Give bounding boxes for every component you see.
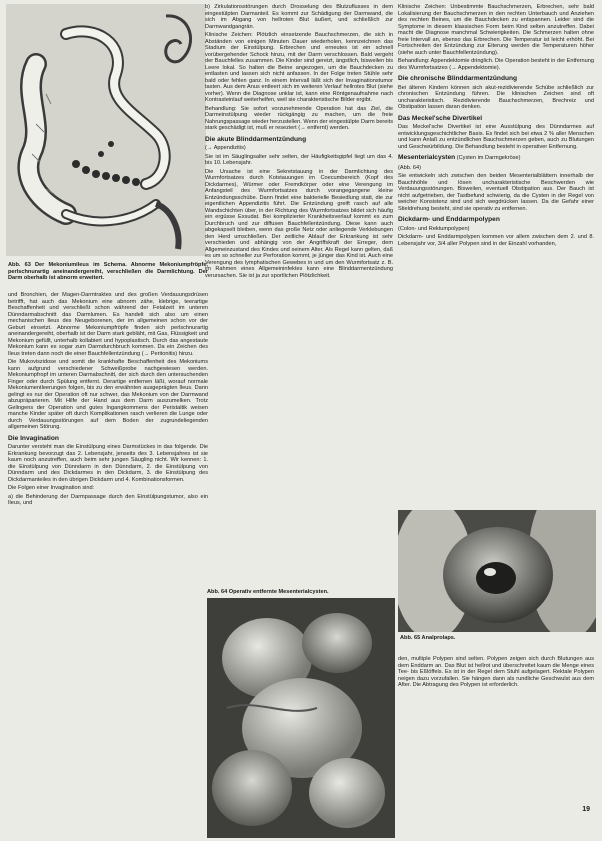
column-3-text xyxy=(398,4,594,506)
figure-63-caption xyxy=(8,262,208,282)
paragraph: Behandlung: Sie sofort vorzunehmende Operation hat das Ziel, die Darmeinstülpung wieder rückgängig zu machen, um die freie Nahrungspassage wieder herzustellen. Wenn der eingestülpte Darm bereits stark geschädigt ist, muß er reseziert (→ entfernt) werden. xyxy=(205,105,393,131)
column-3-lower-text xyxy=(398,656,594,806)
paragraph: Die Mukoviszidose und somit die krankhafte Beschaffenheit des Mekoniums kann aufgrund verschiedener Schweißprobe nachgewiesen werden. Mekoniumpfropf im unteren Darmabschnitt, der sich durch den untersuchenden Finger oder durch Spülung entfernt. Derartige entfernen läßt, worauf normale Mekoniumentleerungen folgen, bis zu den erwähnten ausgeprägten Ileus. Dann gelingt es nur der Operation oft nur schwer, das Mekonium von der Darmwand abzupräparieren. Mit Hilfe der Hand aus dem Darm auszumelken. Trotz Gelingens der Operation und gutes Ingangkommens der Peristaltik weisen manche Kinder später oft durch Komplikationen rasch verlieren die Lunge oder durch Verdauungsstörungen auf dem Boden der zugrundeliegenden allgemeinen Störung. xyxy=(8,359,208,430)
heading-mesenterialcysten-title: Mesenterialcysten xyxy=(398,154,456,161)
figure-65-anal-prolapse-photo xyxy=(398,510,596,632)
paragraph: (Abb. 64) xyxy=(398,164,422,171)
figure-65-caption: Abb. 65 Analprolaps. xyxy=(400,635,456,641)
figure-63-meconium-ileus-schema xyxy=(6,4,206,256)
figure-63-caption-number: Abb. 63 xyxy=(8,262,31,268)
paragraph: Dickdarm- und Enddarmpolypen kommen vor allem zwischen dem 2. und 8. Lebensjahr vor, 3/4 aller Polypen sind in der Einzahl vorhanden, xyxy=(398,234,594,247)
paragraph: und Bronchien, der Magen-Darmtraktes und des großen Verdauungsdrüsen betrifft, hat auch das Mekonium eine abnorm zähe, klebrige, teerartige Beschaffenheit und verschließt schon während der Fetalzeit im unteren Dünndarmabschnitt das Darmlumen. Es handelt sich also um einen mechanischen Ileus des Neugeborenen, der im allgemeinen schon vor der Geburt einsetzt. Abnorme Mekoniumpfröpfe finden sich perlschnurartig aneinandergereiht, oberhalb ist der Darm stark gebläht, mit Gas, Flüssigkeit und Mekonium gefüllt, unterhalb kollabiert und hypoplastisch. Durch das angestaute Mekonium kann es sogar zum Darmdurchbruch kommen. Da ein Zeichen des Ileus treten dann noch die einer Bauchfellentzündung (→ Peritonitis) hinzu. xyxy=(8,292,208,357)
heading-mesenterialcysten-subtitle: (Cysten im Darmgekröse) xyxy=(455,155,521,161)
figure-64-mesenterial-cysts-photo xyxy=(207,598,395,838)
heading-invagination: Die Invagination xyxy=(8,434,59,442)
column-2-text xyxy=(205,4,393,584)
figure-63-caption-text: Der Mekoniumileus im Schema. Abnorme Mekoniumpfröpfe, perlschnurartig aneinandergereiht, verschließen die Darmlichtung. Der Darm oberhalb ist abnorm erweitert. xyxy=(8,262,208,281)
figure-64-caption: Abb. 64 Operativ entfernte Mesenterialcysten. xyxy=(207,589,329,595)
heading-chronic-appendicitis: Die chronische Blinddarmentzündung xyxy=(398,75,518,82)
heading-mesenterialcysten xyxy=(398,154,594,163)
paragraph: (→ Appendizitis) xyxy=(205,145,246,151)
paragraph: den, multiple Polypen sind selten. Polypen zeigen sich durch Blutungen aus dem Enddarm an. Das Blut ist hellrot und überschreitet kaum die Menge eines Tee- bis Eßlöffels. Es ist in der Regel dem Stuhl aufgelagert. Rektale Polypen neigen dazu vorzufallen. Sie hängen dann als rundliche Geschwulst aus dem After. Die Abtragung des Polypen ist erforderlich. xyxy=(398,656,594,688)
heading-polypen: Dickdarm- und Enddarmpolypen xyxy=(398,216,500,223)
paragraph: Bei älteren Kindern können sich akut-rezidivierende Schübe schließlich zur chronischen Entzündung führen. Die klinischen Zeichen sind oft uncharakteristisch. Rezidivierende Bauchschmerzen, Brechreiz und Obstipation lassen daran denken. xyxy=(398,84,594,110)
column-1-text xyxy=(8,292,208,832)
page-number: 19 xyxy=(582,806,590,813)
paragraph: Darunter versteht man die Einstülpung eines Darmstückes in das folgende. Die Erkrankung bevorzugt das 2. Lebensjahr, jenseits des 3. Lebensjahres ist sie kaum noch anzutreffen, auch beim sehr jungen Säugling nicht. Wir kennen: 1. die Einstülpung von Dünndarm in den Dünndarm, 2. die Einstülpung von Dünndarm und des Dickdarmes in den Dickdarm, 3. die Einstülpung des Dickdarmanteiles in den übrigen Dickdarm und 4. Kombinationsformen. xyxy=(8,444,208,483)
heading-meckel-divertikel: Das Meckel'sche Divertikel xyxy=(398,114,483,122)
paragraph: Sie entwickeln sich zwischen den beiden Mesenterialblättern innerhalb der Bauchhöhle und lösen uncharakteristische Beschwerden wie Verdauungsstörungen. Bisweilen, eventuell Obstipation aus. Der Bauch ist nicht aufgetrieben, der Tastbefund schwierig, da die Cysten in der Regel von weicher Konsistenz sind und sich wegdrücken lassen. Da die Gefahr einer Stieldrehung besteht, sind sie operativ zu entfernen. xyxy=(398,173,594,212)
paragraph: b) Zirkulationsstörungen durch Drosselung des Blutzuflusses in dem eingestülpten Darmanteil. Es kommt zur Schädigung der Darmwand, die sich im Abgang von hellroten Blut äußert, und schließlich zur Darmwandgangrän. xyxy=(205,4,393,30)
paragraph: Sie ist im Säuglingsalter sehr selten, der Häufigkeitsgipfel liegt um das 4. bis 10. Lebensjahr. xyxy=(205,153,393,166)
paragraph: Das Meckel'sche Divertikel ist eine Ausstülpung des Dünndarmes auf entwicklungsgeschichtlicher Basis. Es findet sich bei etwa 2 % aller Menschen und kann Anlaß zu entzündlichen Bauchschmerzen geben, auch zu Blutungen und Geschwürbildung. Die Behandlung besteht in operativer Entfernung. xyxy=(398,124,594,150)
heading-appendizitis: Die akute Blinddarmentzündung xyxy=(205,135,307,143)
paragraph: Klinische Zeichen: Unbestimmte Bauchschmerzen, Erbrechen, sehr bald Lokalisierung der Bauchschmerzen in den rechten Unterbauch und Anziehen des rechten Beines, um die Bauchdecken zu entspannen. Leider sind die Symptome in diesem klassischen Form beim Kind selten anzutreffen. Dabei macht die Diagnose manchmal Schwierigkeiten. Die Schmerzen halten ohne freie Intervall an, ebenso das Erbrechen. Die Temperatur ist leicht erhöht. Bei Fortschreiten der Entzündung zur Eiterung werden die Temperaturen höher (siehe auch unter Bauchfellentzündung). xyxy=(398,4,594,56)
paragraph: Die Ursache ist eine Sekretstauung in der Darmlichtung des Wurmfortsatzes durch Kotstauungen im Coecumbereich (Kopf des Dickdarmes), Würmer oder Fremdkörper oder eine Verengung im Anfangsteil des Wurmfortsatzes durch vorangegangene kleine Entzündungsschübe. Dann findet eine bakterielle Besiedlung statt, die zur eigentlichen Appendizitis führt. Die Entzündung greift rasch auf alle Wandschichten über, in der Richtung des Wurmfortsatzes bildet sich häufig ein ergüsse Exsudat. Bei komplizierter Krankheitsverlauf kommt es zum Durchbruch und zur diffusen Bauchfellentzündung. Diese kann auch abgekapselt bleiben, wenn das große Netz oder anliegende Verklebungen den Herd umschließen. Der zeitliche Ablauf der Erkrankung ist sehr verschieden und abhängig von der Angriffskraft der Erreger, dem Allgemeinzustand des Kindes und seinem Alter. Als Regel kann gelten, daß es um so schneller zur Perforation kommt, je jünger das Kind ist. Auch eine Verengung des lymphatischen Gewebes in und um den Wurmfortsatz z. B. im Rahmen eines Allgemeininfektes kann eine Blinddarmentzündung verursachen. Sie ist ja zur sportlichen Plötzlichkeit. xyxy=(205,168,393,279)
intestine-schema-drawing xyxy=(6,4,206,256)
paragraph: Klinische Zeichen: Plötzlich einsetzende Bauchschmerzen, die sich in Abständen von einigen Minuten Dauer wiederholen, kennzeichnen das Stadium der Einstülpung. Erbrechen und erneutes ist ein schnell vorübergehender Schock hinzu, mit der Darm verschlossen. Bald vergeht der Bauchfelles zusammen. Die Kinder sind gereizt, ängstlich, bisweilen bis Leere lokal. So halten die Beine angezogen, um die Bauchdecken zu entlasten und lassen sich nicht anfassen. In der Folge treten Stühle sehr bald oder fehlen ganz. In einem Intervall läßt sich der Invaginationstumor tasten. Aus dem Anus entleert sich im weiteren Verlauf hellrotes Blut (siehe vorher). Wenn die Diagnose unklar ist, kann eine Röntgenaufnahme nach Kontrasteinlauf weiterhelfen, weil sie charakteristische Bilder ergibt. xyxy=(205,32,393,103)
paragraph: a) die Behinderung der Darmpassage durch den Einstülpungstumor, also ein Ileus, und xyxy=(8,493,208,506)
paragraph: Die Folgen einer Invagination sind: xyxy=(8,485,95,491)
paragraph-subtitle: (Colon- und Rektumpolypen) xyxy=(398,225,470,232)
paragraph: Behandlung: Appendektomie dringlich. Die Operation besteht in der Entfernung des Wurmfortsatzes (→ Appendektomie). xyxy=(398,58,594,71)
